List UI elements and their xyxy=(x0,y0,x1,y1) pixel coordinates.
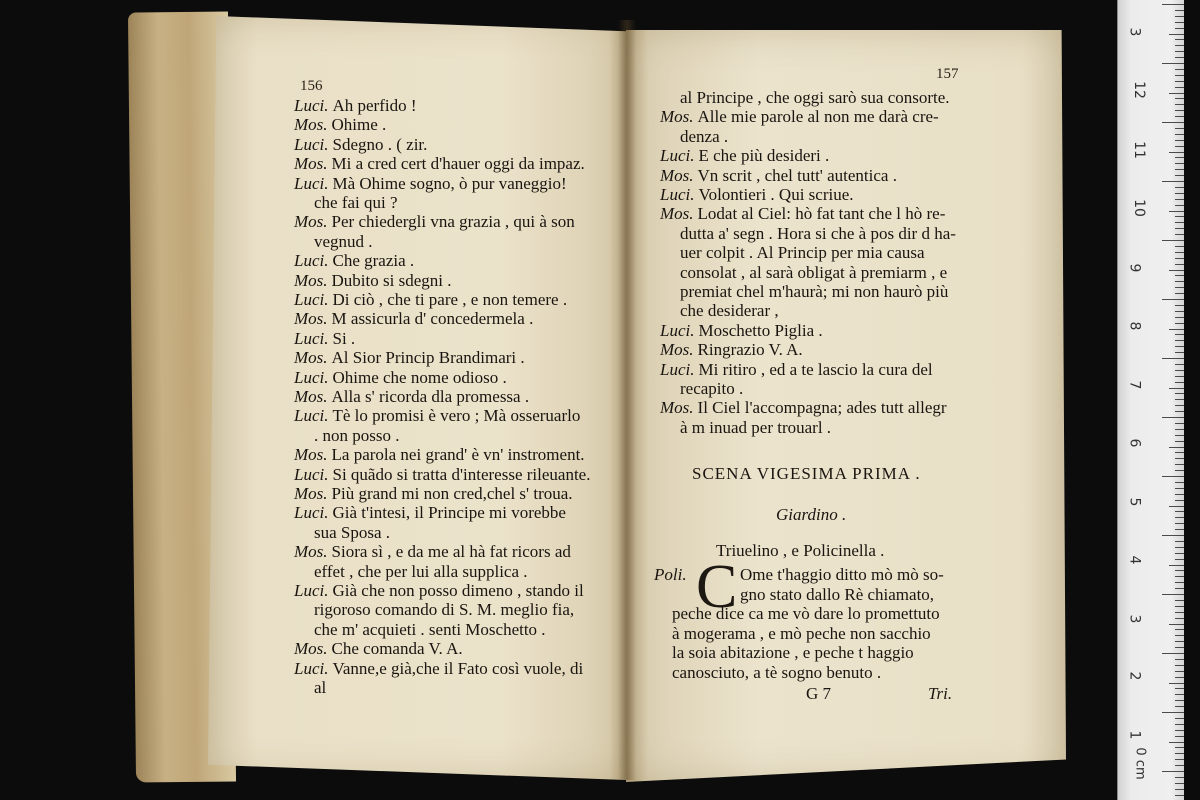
ruler-tick xyxy=(1162,653,1184,654)
ruler-tick xyxy=(1175,629,1184,630)
left-page-number: 156 xyxy=(300,78,323,94)
ruler-tick xyxy=(1175,246,1184,247)
ruler-tick xyxy=(1175,795,1184,796)
line-text: . non posso . xyxy=(314,425,400,445)
line-text: al Principe , che oggi sarò sua consorte. xyxy=(680,88,950,107)
line-text: uer colpit . Al Princip per mia causa xyxy=(680,243,925,263)
text-line xyxy=(294,271,451,291)
ruler-tick xyxy=(1169,742,1184,743)
ruler-tick xyxy=(1175,494,1184,495)
ruler-tick xyxy=(1175,146,1184,147)
line-text: Siora sì , e da me al hà fat ricors ad xyxy=(331,542,571,562)
ruler-tick xyxy=(1175,352,1184,353)
ruler-number: 1 xyxy=(1126,730,1143,740)
ruler-tick xyxy=(1169,565,1184,566)
ruler-tick xyxy=(1175,116,1184,117)
line-text: Mi a cred cert d'hauer oggi da impaz. xyxy=(331,154,585,174)
ruler-number: 6 xyxy=(1126,438,1143,448)
ruler-tick xyxy=(1162,476,1184,477)
ruler-tick xyxy=(1175,234,1184,235)
ruler-tick xyxy=(1175,399,1184,400)
ruler-number: 11 xyxy=(1130,141,1147,159)
line-text: Vn scrit , chel tutt' autentica . xyxy=(697,165,897,185)
ruler-tick xyxy=(1175,169,1184,170)
line-text: Per chiedergli vna grazia , qui à son xyxy=(331,212,575,232)
ruler-tick xyxy=(1175,659,1184,660)
speaker-label: Luci. xyxy=(294,251,329,271)
line-text: rigoroso comando di S. M. meglio fia, xyxy=(314,600,575,620)
ruler-tick xyxy=(1162,594,1184,595)
text-line xyxy=(294,387,529,407)
text-line xyxy=(660,321,823,341)
ruler-tick xyxy=(1175,311,1184,312)
speaker-label: Mos. xyxy=(294,212,328,232)
ruler-tick xyxy=(1175,10,1184,11)
ruler-tick xyxy=(1169,93,1184,94)
ruler-unit: 0 cm xyxy=(1132,747,1148,780)
text-line xyxy=(660,340,803,360)
ruler-tick xyxy=(1175,635,1184,636)
ruler-tick xyxy=(1175,730,1184,731)
ruler-tick xyxy=(1162,240,1184,241)
speaker-label: Luci. xyxy=(294,464,329,484)
text-line xyxy=(294,290,567,310)
ruler-tick xyxy=(1162,358,1184,359)
ruler-tick xyxy=(1175,777,1184,778)
line-text: Vanne,e già,che il Fato così vuole, di xyxy=(332,658,584,678)
ruler-tick xyxy=(1175,293,1184,294)
ruler-number: 12 xyxy=(1130,81,1147,99)
speaker-label: Luci. xyxy=(660,185,695,204)
ruler-tick xyxy=(1175,700,1184,701)
text-line xyxy=(294,135,427,155)
ruler-tick xyxy=(1175,157,1184,158)
line-text: che fai qui ? xyxy=(314,193,398,212)
ruler-tick xyxy=(1175,647,1184,648)
text-line xyxy=(680,418,831,438)
ruler-tick xyxy=(1175,553,1184,554)
line-text: Alle mie parole al non me darà cre- xyxy=(697,107,939,127)
line-text: Già t'intesi, il Principe mi vorebbe xyxy=(332,503,566,523)
text-line xyxy=(294,348,525,368)
line-text: al xyxy=(314,678,327,697)
ruler-tick xyxy=(1175,228,1184,229)
text-line xyxy=(314,620,546,640)
ruler-tick xyxy=(1169,152,1184,153)
ruler-tick xyxy=(1175,411,1184,412)
speaker-label: Mos. xyxy=(294,542,328,562)
ruler-tick xyxy=(1175,736,1184,737)
text-line xyxy=(660,107,939,127)
final-speech-line: Ome t'haggio ditto mò mò so- xyxy=(740,565,944,584)
text-line xyxy=(680,88,950,108)
line-text: consolat , al sarà obligat à premiarm , e xyxy=(680,262,948,282)
ruler-tick xyxy=(1175,405,1184,406)
speaker-label: Mos. xyxy=(294,445,328,465)
ruler-tick xyxy=(1175,22,1184,23)
speaker-label: Luci. xyxy=(294,96,329,115)
ruler-tick xyxy=(1175,28,1184,29)
text-line xyxy=(294,96,417,116)
ruler-tick xyxy=(1175,606,1184,607)
ruler-tick xyxy=(1169,270,1184,271)
ruler-tick xyxy=(1175,175,1184,176)
ruler-tick xyxy=(1175,39,1184,40)
speaker-label: Luci. xyxy=(294,503,329,523)
text-line xyxy=(660,360,933,380)
ruler-tick xyxy=(1175,576,1184,577)
ruler-tick xyxy=(1175,334,1184,335)
line-text: Sdegno . ( zir. xyxy=(332,134,428,154)
catchword: Tri. xyxy=(928,684,953,703)
ruler-tick xyxy=(1175,393,1184,394)
speaker-label: Mos. xyxy=(294,309,328,329)
book-gutter xyxy=(618,20,636,780)
ruler-tick xyxy=(1175,128,1184,129)
line-text: Si . xyxy=(332,328,356,348)
ruler-number: 8 xyxy=(1126,321,1143,331)
ruler-tick xyxy=(1162,299,1184,300)
speaker-label: Mos. xyxy=(294,484,328,503)
ruler-tick xyxy=(1175,488,1184,489)
text-line xyxy=(294,503,566,523)
text-line xyxy=(314,426,399,446)
ruler-tick xyxy=(1175,258,1184,259)
line-text: Ohime . xyxy=(331,115,387,135)
line-text: Mà Ohime sogno, ò pur vaneggio! xyxy=(332,173,567,193)
drop-cap: C xyxy=(696,553,738,621)
text-line xyxy=(294,406,580,426)
line-text: Ringrazio V. A. xyxy=(697,340,803,360)
ruler-tick xyxy=(1175,305,1184,306)
speaker-label: Luci. xyxy=(294,173,329,193)
speaker-label: Luci. xyxy=(294,581,329,600)
speaker-label: Mos. xyxy=(294,387,328,406)
line-text: E che più desideri . xyxy=(698,146,830,166)
speaker-label: Mos. xyxy=(294,348,328,368)
ruler-tick xyxy=(1175,364,1184,365)
ruler-tick xyxy=(1175,789,1184,790)
text-line xyxy=(314,232,373,252)
ruler-tick xyxy=(1175,765,1184,766)
final-speech-line: gno stato dallo Rè chiamato, xyxy=(740,584,935,604)
speaker-label: Luci. xyxy=(660,146,695,166)
ruler-tick xyxy=(1169,329,1184,330)
line-text: Volontieri . Qui scriue. xyxy=(698,185,854,204)
text-line xyxy=(294,115,386,135)
signature-mark: G 7 xyxy=(806,684,832,703)
ruler-tick xyxy=(1175,559,1184,560)
ruler-tick xyxy=(1169,388,1184,389)
ruler-tick xyxy=(1175,759,1184,760)
ruler-tick xyxy=(1175,264,1184,265)
ruler-number: 3 xyxy=(1126,27,1143,37)
ruler-tick xyxy=(1175,370,1184,371)
ruler-tick xyxy=(1175,517,1184,518)
ruler-tick xyxy=(1175,140,1184,141)
line-text: Alla s' ricorda dla promessa . xyxy=(331,387,530,406)
text-line xyxy=(294,251,414,271)
ruler-tick xyxy=(1175,641,1184,642)
text-line xyxy=(294,581,584,601)
ruler-tick xyxy=(1175,57,1184,58)
ruler-tick xyxy=(1175,541,1184,542)
ruler-tick xyxy=(1175,281,1184,282)
ruler-tick xyxy=(1175,753,1184,754)
final-speaker: Poli. xyxy=(654,565,687,584)
ruler-tick xyxy=(1175,747,1184,748)
text-line xyxy=(680,301,779,321)
ruler-tick xyxy=(1175,718,1184,719)
text-line xyxy=(294,465,590,485)
ruler-tick xyxy=(1175,87,1184,88)
right-page-number: 157 xyxy=(936,66,959,82)
ruler-tick xyxy=(1175,104,1184,105)
ruler-tick xyxy=(1175,783,1184,784)
ruler-tick xyxy=(1175,529,1184,530)
ruler-number: 10 xyxy=(1130,199,1147,217)
line-text: sua Sposa . xyxy=(314,522,391,542)
text-line xyxy=(660,398,947,418)
speaker-label: Mos. xyxy=(660,165,694,185)
line-text: La parola nei grand' è vn' instroment. xyxy=(331,445,585,465)
ruler-tick xyxy=(1175,429,1184,430)
ruler-tick xyxy=(1175,677,1184,678)
text-line xyxy=(294,639,463,659)
ruler-tick xyxy=(1162,417,1184,418)
ruler-tick xyxy=(1169,447,1184,448)
scene-title: SCENA VIGESIMA PRIMA . xyxy=(692,464,921,483)
text-line xyxy=(294,368,507,388)
line-text: Ohime che nome odioso . xyxy=(332,367,507,387)
ruler-tick xyxy=(1175,163,1184,164)
ruler-tick xyxy=(1162,771,1184,772)
ruler-tick xyxy=(1175,222,1184,223)
speaker-label: Mos. xyxy=(660,398,694,418)
line-text: premiat chel m'haurà; mi non haurò più xyxy=(680,282,949,301)
text-line xyxy=(660,204,945,224)
line-text: vegnud . xyxy=(314,231,373,251)
ruler-tick xyxy=(1175,570,1184,571)
text-line xyxy=(294,174,567,194)
text-line xyxy=(660,185,854,205)
ruler-tick xyxy=(1175,523,1184,524)
line-text: Già che non posso dimeno , stando il xyxy=(332,581,584,600)
ruler-tick xyxy=(1162,4,1184,5)
text-line xyxy=(660,166,897,186)
ruler-tick xyxy=(1175,694,1184,695)
line-text: che m' acquieti . senti Moschetto . xyxy=(314,619,546,639)
text-line xyxy=(314,562,528,582)
text-line xyxy=(294,659,583,679)
line-text: Tè lo promisi è vero ; Mà osseruarlo xyxy=(332,406,581,426)
line-text: Il Ciel l'accompagna; ades tutt allegr xyxy=(697,398,947,418)
ruler-tick xyxy=(1175,205,1184,206)
speaker-label: Luci. xyxy=(660,320,695,340)
speaker-label: Luci. xyxy=(660,359,695,379)
line-text: denza . xyxy=(680,126,729,146)
ruler-tick xyxy=(1175,275,1184,276)
ruler-tick xyxy=(1175,688,1184,689)
ruler-tick xyxy=(1175,69,1184,70)
ruler-tick xyxy=(1175,482,1184,483)
ruler-tick xyxy=(1175,665,1184,666)
text-line xyxy=(314,600,574,620)
text-line xyxy=(314,193,398,213)
scene-setting: Giardino . xyxy=(776,505,847,524)
final-speech-line: la soia abitazione , e peche t haggio xyxy=(672,643,914,663)
speaker-label: Luci. xyxy=(294,658,329,678)
line-text: à m inuad per trouarl . xyxy=(680,417,832,437)
ruler-tick xyxy=(1175,582,1184,583)
line-text: M assicurla d' concedermela . xyxy=(331,309,534,329)
ruler-tick xyxy=(1169,683,1184,684)
line-text: Mi ritiro , ed a te lascio la cura del xyxy=(698,359,933,379)
speaker-label: Mos. xyxy=(660,204,694,224)
line-text: Lodat al Ciel: hò fat tant che l hò re- xyxy=(697,204,946,224)
ruler-tick xyxy=(1175,464,1184,465)
line-text: Che comanda V. A. xyxy=(331,639,463,659)
speaker-label: Mos. xyxy=(660,340,694,360)
ruler-tick xyxy=(1162,535,1184,536)
ruler-tick xyxy=(1175,193,1184,194)
ruler-tick xyxy=(1175,187,1184,188)
ruler-number: 5 xyxy=(1126,497,1143,507)
final-speech-line: peche dice ca me vò dare lo promettuto xyxy=(672,604,940,624)
ruler-tick xyxy=(1175,252,1184,253)
ruler-tick xyxy=(1175,724,1184,725)
ruler-tick xyxy=(1175,470,1184,471)
line-text: recapito . xyxy=(680,379,744,398)
text-line xyxy=(680,379,743,399)
text-line xyxy=(314,523,390,543)
line-text: Dubito si sdegni . xyxy=(331,270,452,290)
speaker-label: Luci. xyxy=(294,134,329,154)
ruler-number: 9 xyxy=(1126,263,1143,273)
ruler-tick xyxy=(1175,588,1184,589)
text-line xyxy=(294,542,571,562)
speaker-label: Mos. xyxy=(660,107,694,127)
speaker-label: Luci. xyxy=(294,328,329,348)
ruler-tick xyxy=(1175,323,1184,324)
speaker-label: Mos. xyxy=(294,270,328,290)
ruler-tick xyxy=(1175,45,1184,46)
ruler-tick xyxy=(1175,452,1184,453)
ruler-tick xyxy=(1169,211,1184,212)
text-line xyxy=(680,224,956,244)
ruler-tick xyxy=(1169,34,1184,35)
ruler-tick xyxy=(1162,712,1184,713)
text-line xyxy=(294,212,575,232)
ruler-tick xyxy=(1175,317,1184,318)
ruler-tick xyxy=(1175,51,1184,52)
ruler-tick xyxy=(1162,122,1184,123)
ruler-tick xyxy=(1175,458,1184,459)
line-text: dutta a' segn . Hora si che à pos dir d ha- xyxy=(680,223,956,243)
final-speech-line: à mogerama , e mò peche non sacchio xyxy=(672,623,931,643)
ruler-tick xyxy=(1175,199,1184,200)
line-text: Di ciò , che ti pare , e non temere . xyxy=(332,290,568,309)
ruler-tick xyxy=(1175,376,1184,377)
ruler-number: 2 xyxy=(1126,671,1143,681)
ruler-tick xyxy=(1175,287,1184,288)
ruler-tick xyxy=(1175,16,1184,17)
ruler-tick xyxy=(1175,110,1184,111)
text-line xyxy=(294,154,585,174)
ruler-tick xyxy=(1175,612,1184,613)
speaker-label: Luci. xyxy=(294,290,329,309)
line-text: Moschetto Piglia . xyxy=(698,320,823,340)
scene-characters: Triuelino , e Policinella . xyxy=(716,541,885,560)
speaker-label: Mos. xyxy=(294,154,328,174)
ruler-tick xyxy=(1175,134,1184,135)
speaker-label: Luci. xyxy=(294,406,329,426)
ruler-tick xyxy=(1175,600,1184,601)
ruler-number: 4 xyxy=(1126,555,1143,565)
text-line xyxy=(680,263,947,283)
ruler-tick xyxy=(1175,346,1184,347)
ruler-tick xyxy=(1175,75,1184,76)
speaker-label: Mos. xyxy=(294,115,328,135)
line-text: Che grazia . xyxy=(332,251,415,271)
ruler-tick xyxy=(1175,441,1184,442)
line-text: Più grand mi non cred,chel s' troua. xyxy=(331,484,573,503)
ruler-tick xyxy=(1175,547,1184,548)
text-line xyxy=(680,243,925,263)
ruler-tick xyxy=(1175,511,1184,512)
text-line xyxy=(294,329,355,349)
ruler-tick xyxy=(1175,216,1184,217)
ruler-tick xyxy=(1175,382,1184,383)
ruler-tick xyxy=(1175,340,1184,341)
text-line xyxy=(680,127,728,147)
ruler-number: 3 xyxy=(1126,614,1143,624)
ruler-tick xyxy=(1162,63,1184,64)
ruler-tick xyxy=(1175,618,1184,619)
line-text: Al Sior Princip Brandimari . xyxy=(331,348,525,368)
ruler-number: 7 xyxy=(1126,380,1143,390)
line-text: Ah perfido ! xyxy=(332,96,417,115)
line-text: effet , che per lui alla supplica . xyxy=(314,561,528,581)
ruler-tick xyxy=(1162,181,1184,182)
ruler-tick xyxy=(1169,624,1184,625)
text-line xyxy=(294,484,573,504)
text-line xyxy=(294,445,585,465)
ruler-tick xyxy=(1175,435,1184,436)
ruler-tick xyxy=(1175,706,1184,707)
ruler-tick xyxy=(1175,423,1184,424)
ruler-tick xyxy=(1175,671,1184,672)
final-speech-line: canosciuto, a tè sogno benuto . xyxy=(672,663,882,682)
ruler-tick xyxy=(1169,506,1184,507)
speaker-label: Luci. xyxy=(294,367,329,387)
line-text: Si quãdo si tratta d'interesse rileuante. xyxy=(332,464,591,484)
speaker-label: Mos. xyxy=(294,639,328,659)
text-line xyxy=(314,678,326,698)
text-line xyxy=(680,282,948,302)
ruler-tick xyxy=(1175,500,1184,501)
ruler-tick xyxy=(1175,81,1184,82)
text-line xyxy=(660,146,829,166)
measurement-ruler xyxy=(1117,0,1184,800)
line-text: che desiderar , xyxy=(680,301,779,321)
ruler-tick xyxy=(1175,98,1184,99)
text-line xyxy=(294,309,533,329)
